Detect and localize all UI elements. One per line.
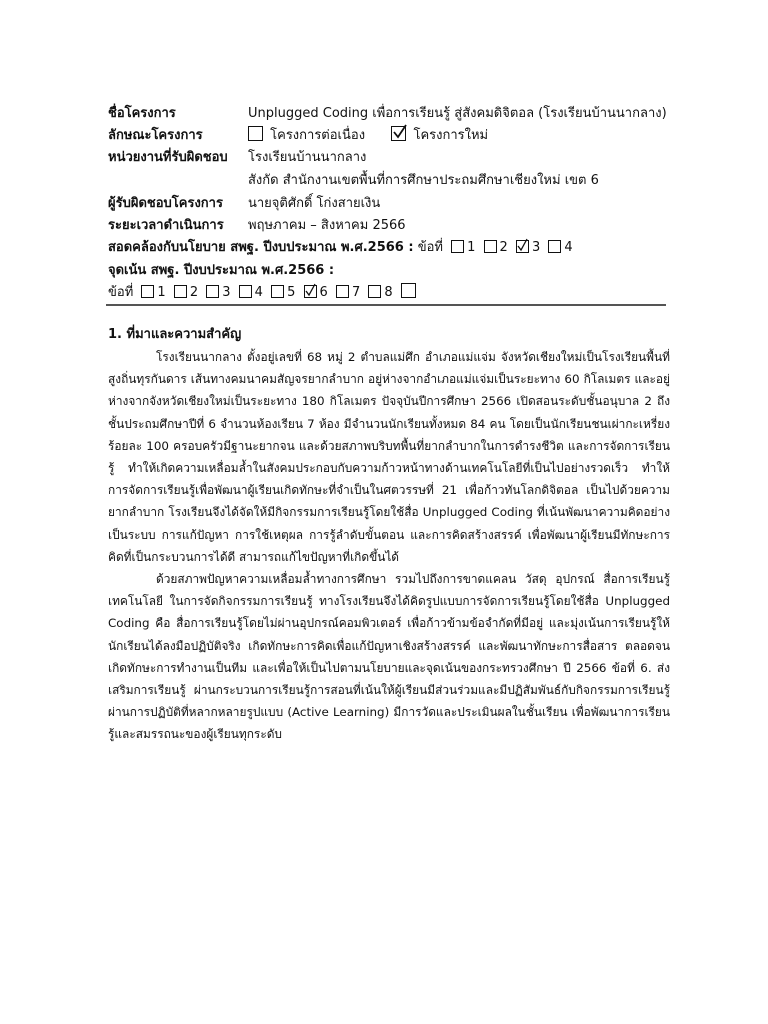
new-project-option-label: โครงการใหม่ [413,128,489,143]
checkmark-icon [516,237,530,253]
policy-checkbox-3[interactable] [516,240,529,253]
focus-checkbox-extra[interactable] [401,283,416,298]
project-name-value: Unplugged Coding เพื่อการเรียนรู้ สู่สังคมดิจิตอล (โรงเรียนบ้านนากลาง) [248,106,667,121]
focus-checkbox-8[interactable] [368,285,381,298]
continuing-checkbox[interactable] [248,126,263,141]
focus-option-7: 7 [351,285,361,300]
project-owner-value: นายจุติศักดิ์ โก่งสายเงิน [248,196,381,211]
focus-option-8: 8 [384,285,393,300]
duration-value: พฤษภาคม – สิงหาคม 2566 [248,218,406,233]
responsible-unit-label: หน่วยงานที่รับผิดชอบ [108,150,228,165]
focus-checkbox-3[interactable] [206,285,219,298]
focus-checkbox-4[interactable] [239,285,252,298]
policy-row [108,238,573,258]
focus-option-1: 1 [157,285,166,300]
focus-option-5: 5 [287,285,296,300]
project-type-label: ลักษณะโครงการ [108,128,203,143]
checkmark-icon [304,282,318,298]
focus-options-row [108,283,419,303]
focus-label: จุดเน้น สพฐ. ปีงบประมาณ พ.ศ.2566 : [108,263,335,278]
focus-option-6: 6 [319,285,328,300]
focus-option-4: 4 [254,285,263,300]
policy-checkbox-2[interactable] [484,240,497,253]
focus-option-3: 3 [222,285,231,300]
policy-checkbox-4[interactable] [548,240,561,253]
project-type-options [244,126,488,146]
policy-item-prefix: ข้อที่ [417,240,443,255]
divider-rule [106,304,666,306]
focus-checkbox-5[interactable] [271,285,284,298]
policy-option-2: 2 [499,240,508,255]
responsible-unit-line1: โรงเรียนบ้านนากลาง [248,150,367,165]
policy-option-1: 1 [467,240,476,255]
focus-option-2: 2 [189,285,199,300]
focus-checkbox-6[interactable] [304,285,317,298]
project-owner-label: ผู้รับผิดชอบโครงการ [108,196,223,211]
focus-checkbox-2[interactable] [174,285,187,298]
policy-option-4: 4 [564,240,573,255]
project-name-label: ชื่อโครงการ [108,106,176,121]
focus-checkbox-1[interactable] [141,285,154,298]
checkmark-icon [391,123,409,141]
section1-paragraph-1: โรงเรียนนากลาง ตั้งอยู่เลขที่ 68 หมู่ 2 ตำบลแม่ศึก อำเภอแม่แจ่ม จังหวัดเชียงใหม่เป็นโรงเรียนพื้นที่สูงถิ่นทุรกันดาร เส้นทางคมนาคมสัญจรยากลำบาก อยู่ห่างจากอำเภอแม่แจ่มเป็นระยะทาง 60 กิโลเมตร และอยู่ห่างจากจังหวัดเชียงใหม่เป็นระยะทาง 180 กิโลเมตร ปัจจุบันปีการศึกษา 2566 เปิดสอนระดับชั้นอนุบาล 2 ถึง ชั้นประถมศึกษาปีที่ 6 จำนวนห้องเรียน 7 ห้อง มีจำนวนนักเรียนทั้งหมด 84 คน โดยเป็นนักเรียนชนเผ่ากะเหรี่ยง ร้อยละ 100 ครอบครัวมีฐานะยากจน และด้วยสภาพบริบทพื้นที่ยากลำบากในการดำรงชีวิต และการจัดการเรียนรู้ ทำให้เกิดความเหลื่อมล้ำในสังคมประกอบกับความก้าวหน้าทางด้านเทคโนโลยีที่เป็นไปอย่างรวดเร็ว ทำให้การจัดการเรียนรู้เพื่อพัฒนาผู้เรียนเกิดทักษะที่จำเป็นในศตวรรษที่ 21 เพื่อก้าวทันโลกดิจิตอล เป็นไปด้วยความยากลำบาก โรงเรียนจึงได้จัดให้มีกิจกรรมการเรียนรู้โดยใช้สื่อ Unplugged Coding ที่เน้นพัฒนาความคิดอย่างเป็นระบบ การแก้ปัญหา การใช้เหตุผล การรู้ลำดับขั้นตอน และการคิดสร้างสรรค์ เพื่อพัฒนาผู้เรียนมีทักษะการคิดที่เป็นกระบวนการได้ดี สามารถแก้ไขปัญหาที่เกิดขึ้นได้ [108,350,670,564]
duration-label: ระยะเวลาดำเนินการ [108,218,224,233]
responsible-unit-line2: สังกัด สำนักงานเขตพื้นที่การศึกษาประถมศึกษาเชียงใหม่ เขต 6 [248,173,599,188]
continuing-option-label: โครงการต่อเนื่อง [270,128,366,143]
policy-label: สอดคล้องกับนโยบาย สพฐ. ปีงบประมาณ พ.ศ.2566 : [108,240,414,255]
policy-checkbox-1[interactable] [451,240,464,253]
new-project-checkbox[interactable] [391,126,406,141]
focus-item-prefix: ข้อที่ [108,285,134,300]
policy-option-3: 3 [531,240,541,255]
section1-paragraph-2: ด้วยสภาพปัญหาความเหลื่อมล้ำทางการศึกษา รวมไปถึงการขาดแคลน วัสดุ อุปกรณ์ สื่อการเรียนรู้เทคโนโลยี ในการจัดกิจกรรมการเรียนรู้ ทางโรงเรียนจึงได้คิดรูปแบบการจัดการเรียนรู้โดยใช้สื่อ Unplugged Coding คือ สื่อการเรียนรู้โดยไม่ผ่านอุปกรณ์คอมพิวเตอร์ เพื่อก้าวข้ามข้อจำกัดที่มีอยู่ และมุ่งเน้นการเรียนรู้ให้นักเรียนได้ลงมือปฏิบัติจริง เกิดทักษะการคิดเพื่อแก้ปัญหาเชิงสร้างสรรค์ และพัฒนาทักษะการสื่อสาร ตลอดจนเกิดทักษะการทำงานเป็นทีม และเพื่อให้เป็นไปตามนโยบายและจุดเน้นของกระทรวงศึกษา ปี 2566 ข้อที่ 6. ส่งเสริมการเรียนรู้ ผ่านกระบวนการเรียนรู้การสอนที่เน้นให้ผู้เรียนมีส่วนร่วมและมีปฏิสัมพันธ์กับกิจกรรมการเรียนรู้ผ่านการปฏิบัติที่หลากหลายรูปแบบ (Active Learning) มีการวัดและประเมินผลในชั้นเรียน เพื่อพัฒนาการเรียนรู้และสมรรถนะของผู้เรียนทุกระดับ [108,572,670,742]
focus-checkbox-7[interactable] [336,285,349,298]
section1-heading: 1. ที่มาและความสำคัญ [108,327,242,342]
